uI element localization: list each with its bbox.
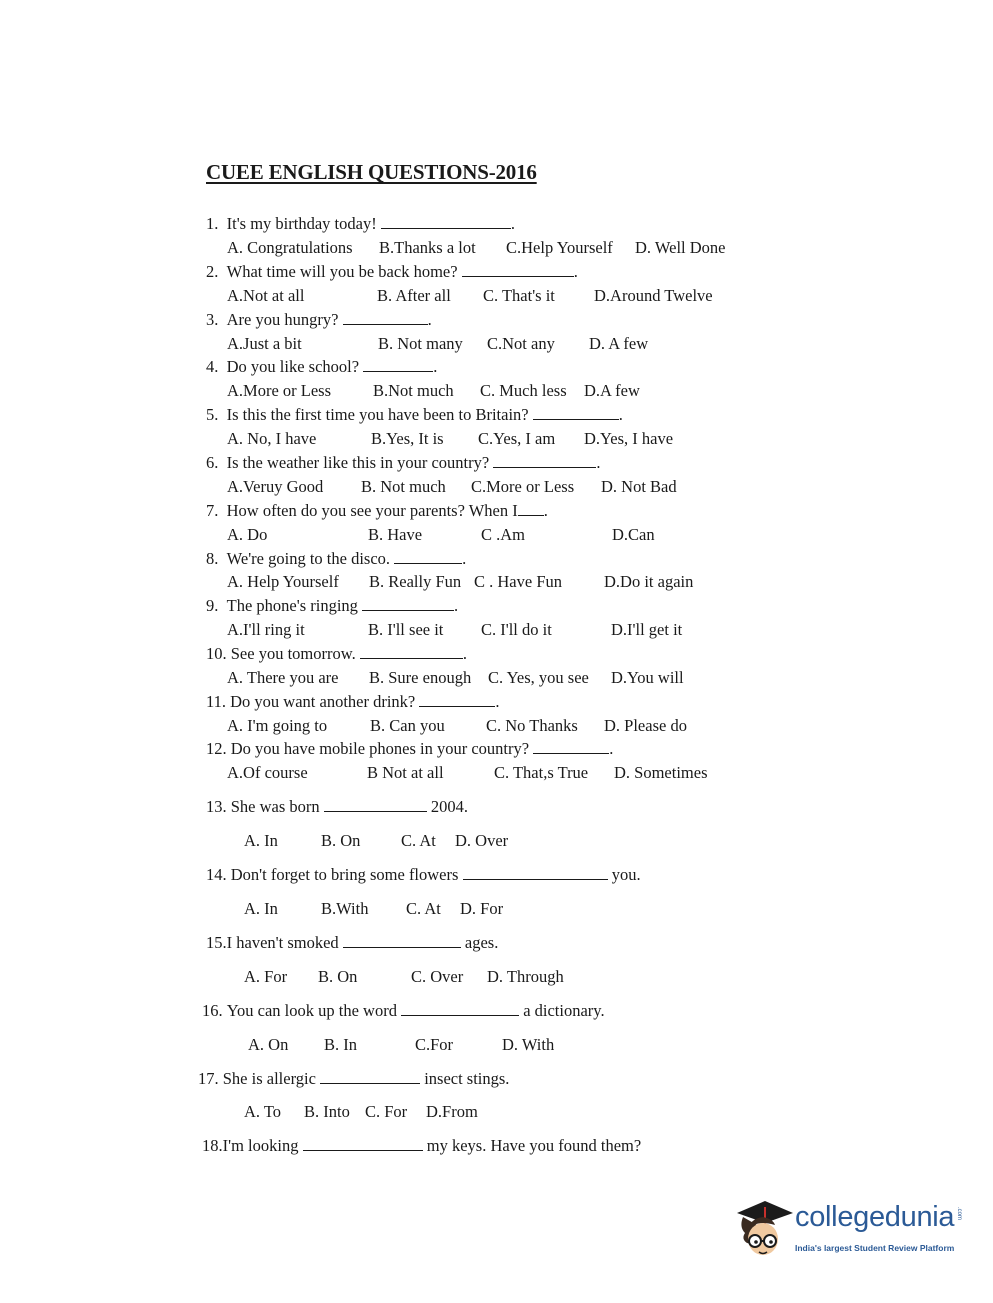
answer-blank	[324, 797, 427, 812]
option: C. At	[406, 899, 441, 918]
question-5: 5. Is this the first time you have been to Britain? .	[206, 405, 623, 424]
option: B.With	[321, 899, 369, 918]
option: A. In	[244, 831, 278, 850]
logo-wordmark: collegedunia	[795, 1201, 955, 1233]
document-title: CUEE ENGLISH QUESTIONS-2016	[206, 160, 537, 184]
option: C. Yes, you see	[488, 668, 589, 687]
option: C. Much less	[480, 381, 567, 400]
answer-blank	[303, 1136, 423, 1151]
option: B. Really Fun	[369, 572, 462, 591]
option: D.Yes, I have	[584, 429, 674, 448]
option: B.Not much	[373, 381, 454, 400]
answer-blank	[360, 644, 463, 659]
option: D.Do it again	[604, 572, 694, 591]
option: C.Yes, I am	[478, 429, 556, 448]
option: B. Not many	[378, 334, 463, 353]
option: C.Help Yourself	[506, 238, 613, 257]
question-11: 11. Do you want another drink? .	[206, 692, 500, 711]
option: D.A few	[584, 381, 640, 400]
option: C. No Thanks	[486, 716, 578, 735]
option: D. A few	[589, 334, 649, 353]
question-9: 9. The phone's ringing .	[206, 596, 459, 615]
option: B. Sure enough	[369, 668, 472, 687]
option: A.I'll ring it	[227, 620, 305, 639]
option: A. To	[244, 1102, 282, 1121]
option: B.Thanks a lot	[379, 238, 476, 257]
question-17: 17. She is allergic insect stings.	[198, 1069, 510, 1088]
option: A. Congratulations	[227, 238, 353, 257]
option: A. For	[244, 967, 288, 986]
option: B. Not much	[361, 477, 446, 496]
answer-blank	[462, 262, 574, 277]
option: C. I'll do it	[481, 620, 552, 639]
option: A. In	[244, 899, 278, 918]
option: C. That,s True	[494, 763, 589, 782]
option: A.Of course	[227, 763, 308, 782]
answer-blank	[533, 739, 609, 754]
question-16: 16. You can look up the word a dictionary.	[202, 1001, 605, 1020]
question-7: 7. How often do you see your parents? When I .	[206, 501, 548, 520]
option: C.For	[415, 1035, 454, 1054]
option: A. There you are	[227, 668, 339, 687]
answer-blank	[381, 214, 511, 229]
option: D.From	[426, 1102, 478, 1121]
option: A.More or Less	[227, 381, 332, 400]
option: A. On	[248, 1035, 289, 1054]
option: B. Can you	[370, 716, 445, 735]
option: D. Well Done	[635, 238, 726, 257]
option: D. With	[502, 1035, 555, 1054]
option: B.Yes, It is	[371, 429, 444, 448]
option: A. Do	[227, 525, 268, 544]
option: C. That's it	[483, 286, 555, 305]
option: D. Please do	[604, 716, 687, 735]
question-3: 3. Are you hungry? .	[206, 310, 432, 329]
question-2: 2. What time will you be back home? .	[206, 262, 578, 281]
option: C.Not any	[487, 334, 555, 353]
question-10: 10. See you tomorrow. .	[206, 644, 467, 663]
question-14: 14. Don't forget to bring some flowers you.	[206, 865, 641, 884]
question-15: 15.I haven't smoked ages.	[206, 933, 499, 952]
question-1: 1. It's my birthday today! .	[206, 214, 515, 233]
option: C. Over	[411, 967, 464, 986]
option: B. I'll see it	[368, 620, 444, 639]
option: B. On	[321, 831, 361, 850]
logo-tagline: India's largest Student Review Platform	[795, 1243, 955, 1253]
logo-com-suffix: .com	[956, 1207, 962, 1221]
option: C .Am	[481, 525, 526, 544]
option: D.Around Twelve	[594, 286, 713, 305]
option: A.Not at all	[227, 286, 305, 305]
option: A. I'm going to	[227, 716, 328, 735]
answer-blank	[363, 357, 433, 372]
collegedunia-logo[interactable]	[735, 1195, 965, 1270]
option: A. Help Yourself	[227, 572, 339, 591]
answer-blank	[419, 692, 495, 707]
answer-blank	[362, 596, 454, 611]
mascot-icon	[735, 1195, 795, 1270]
option: D. Sometimes	[614, 763, 708, 782]
option: B. On	[318, 967, 358, 986]
option: A.Just a bit	[227, 334, 302, 353]
answer-blank	[463, 865, 608, 880]
answer-blank	[343, 933, 461, 948]
option: B Not at all	[367, 763, 444, 782]
answer-blank	[533, 405, 619, 420]
option: C.More or Less	[471, 477, 575, 496]
question-13: 13. She was born 2004.	[206, 797, 469, 816]
option: D.You will	[611, 668, 684, 687]
option: D. Through	[487, 967, 564, 986]
option: D. For	[460, 899, 504, 918]
question-12: 12. Do you have mobile phones in your country? .	[206, 739, 614, 758]
question-18: 18.I'm looking my keys. Have you found them?	[202, 1136, 642, 1155]
option: B. Into	[304, 1102, 350, 1121]
option: B. After all	[377, 286, 451, 305]
option: C . Have Fun	[474, 572, 562, 591]
answer-blank	[343, 310, 428, 325]
option: C. At	[401, 831, 436, 850]
option: B. In	[324, 1035, 357, 1054]
answer-blank	[320, 1069, 420, 1084]
answer-blank	[394, 549, 462, 564]
answer-blank	[518, 501, 544, 516]
answer-blank	[493, 453, 596, 468]
option: D. Not Bad	[601, 477, 677, 496]
option: D.Can	[612, 525, 655, 544]
question-4: 4. Do you like school? .	[206, 357, 438, 376]
question-8: 8. We're going to the disco. .	[206, 549, 467, 568]
answer-blank	[401, 1001, 519, 1016]
option: B. Have	[368, 525, 423, 544]
option: A. No, I have	[227, 429, 317, 448]
option: A.Veruy Good	[227, 477, 324, 496]
option: D.I'll get it	[611, 620, 683, 639]
question-6: 6. Is the weather like this in your country? .	[206, 453, 601, 472]
option: D. Over	[455, 831, 509, 850]
option: C. For	[365, 1102, 408, 1121]
